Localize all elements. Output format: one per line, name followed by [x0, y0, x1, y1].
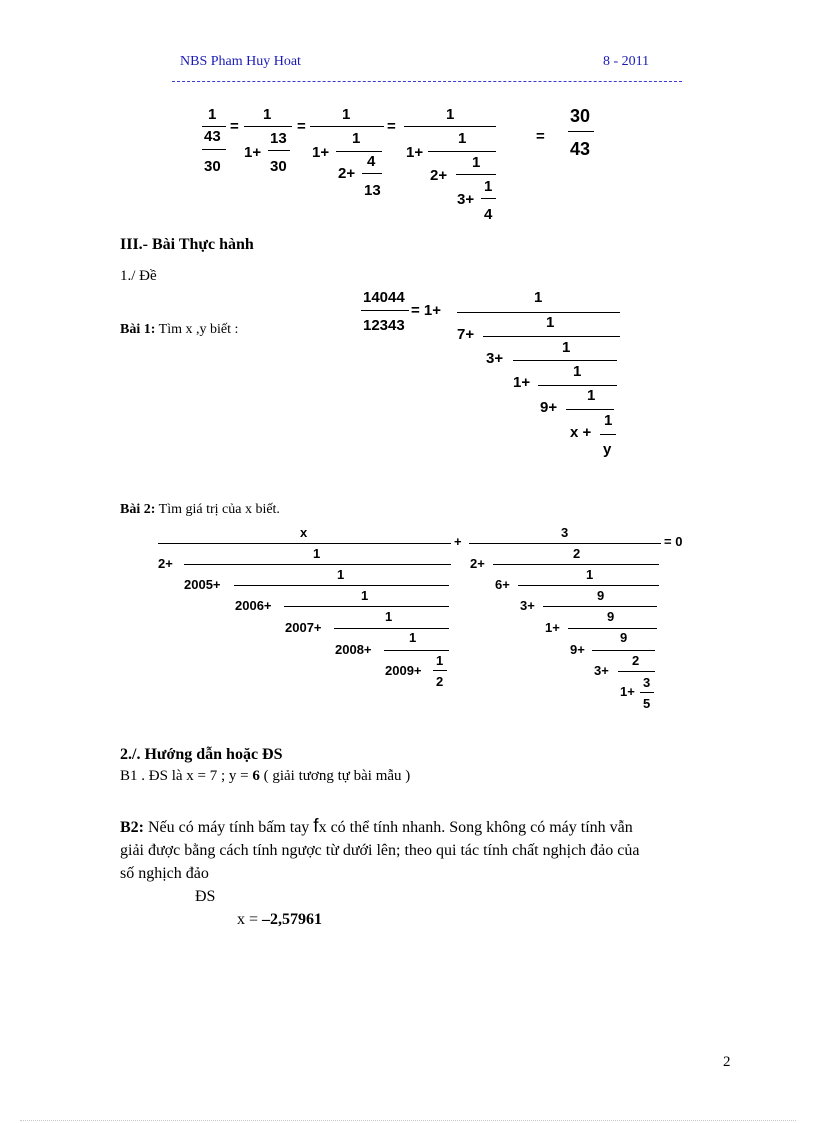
math-digit: 1: [546, 314, 555, 331]
fraction-bar: [336, 151, 382, 152]
math-op: 1+: [312, 144, 330, 161]
fraction-bar: [568, 628, 657, 629]
math-digit: 9: [597, 588, 605, 603]
math-digit: 9: [607, 609, 615, 624]
b2-text: Nếu có máy tính bấm tay: [144, 819, 314, 836]
bai2-text: Tìm giá trị của x biết.: [155, 502, 280, 517]
bai1-statement: [120, 322, 238, 338]
math-digit: 1: [352, 130, 361, 147]
math-digit: 12343: [363, 317, 405, 334]
b2-answer-value: –2,57961: [262, 911, 323, 928]
math-op: 3+: [457, 191, 475, 208]
math-op: 1+: [406, 144, 424, 161]
header-date: 8 - 2011: [603, 54, 650, 69]
math-digit: 1: [604, 412, 613, 429]
math-digit: 1: [208, 106, 217, 123]
fraction-bar: [268, 150, 290, 151]
b2-line-3: số nghịch đảo: [120, 865, 209, 882]
b1-label: B1 .: [120, 768, 146, 784]
b2-text-cont: x có thể tính nhanh. Song không có máy tính vẫn: [318, 819, 633, 836]
page-bottom-divider: [20, 1120, 796, 1121]
math-op: 2+: [470, 556, 485, 571]
math-op: =: [536, 128, 545, 145]
math-op: =: [387, 118, 396, 135]
fraction-bar: [493, 564, 659, 565]
math-digit: 1: [337, 567, 345, 582]
math-digit: 1: [446, 106, 455, 123]
bai2-statement: [120, 502, 280, 518]
math-digit: 5: [643, 696, 651, 711]
fraction-bar: [202, 149, 226, 150]
b1-note: ( giải tương tự bài mẫu ): [259, 768, 411, 784]
math-op: 2006+: [235, 598, 272, 613]
math-digit: 9: [620, 630, 628, 645]
fraction-bar: [481, 198, 496, 199]
fraction-bar: [518, 585, 659, 586]
fraction-bar: [433, 670, 447, 671]
math-op: +: [454, 534, 462, 549]
subsection-problems: 1./ Đề: [120, 268, 157, 284]
math-op: 1+: [244, 144, 262, 161]
math-op: 2+: [430, 167, 448, 184]
math-digit: 13: [270, 130, 287, 147]
b1-text: ĐS là x = 7 ; y =: [145, 768, 253, 784]
math-digit: 2: [436, 674, 444, 689]
result-numerator: 30: [570, 106, 591, 126]
fraction-bar: [428, 151, 496, 152]
math-digit: 1: [573, 363, 582, 380]
math-op: 2009+: [385, 663, 422, 678]
math-digit: 3: [643, 675, 651, 690]
math-digit: 3: [561, 525, 569, 540]
math-digit: 1: [313, 546, 321, 561]
fraction-bar: [483, 336, 620, 337]
math-op: 1+: [620, 684, 635, 699]
fraction-bar: [404, 126, 496, 127]
b2-ds-label: ĐS: [195, 888, 216, 905]
header-author: NBS Pham Huy Hoat: [180, 54, 301, 69]
math-digit: 1: [586, 567, 594, 582]
math-digit: 30: [204, 158, 221, 175]
math-digit: 4: [484, 206, 493, 223]
math-op: =: [297, 118, 306, 135]
math-digit: 4: [367, 153, 376, 170]
fraction-bar: [384, 650, 449, 651]
fraction-bar: [244, 126, 292, 127]
math-op: 9+: [540, 399, 558, 416]
math-op: = 1+: [411, 302, 442, 319]
fraction-bar: [543, 606, 657, 607]
math-op: 1+: [513, 374, 531, 391]
fraction-bar: [456, 174, 496, 175]
fraction-bar: [592, 650, 655, 651]
math-op: 6+: [495, 577, 510, 592]
math-digit: 1: [534, 289, 543, 306]
math-op: 9+: [570, 642, 585, 657]
fraction-bar: [513, 360, 617, 361]
math-op: x +: [570, 424, 592, 441]
math-digit: 43: [204, 128, 221, 145]
math-digit: 1: [458, 130, 467, 147]
math-digit: 1: [484, 178, 493, 195]
fraction-bar: [202, 126, 226, 127]
fraction-bar: [184, 564, 451, 565]
b2-answer: [237, 908, 322, 932]
fraction-bar: [618, 671, 655, 672]
result-denominator: 43: [570, 139, 591, 159]
fraction-bar: [158, 543, 451, 544]
math-op: 7+: [457, 326, 475, 343]
math-op: =: [230, 118, 239, 135]
math-digit: 2: [573, 546, 581, 561]
fraction-bar: [362, 173, 382, 174]
fraction-bar: [284, 606, 449, 607]
math-digit: 1: [385, 609, 393, 624]
math-op: 2+: [158, 556, 173, 571]
math-var-y: y: [603, 441, 612, 458]
math-digit: 1: [472, 154, 481, 171]
b2-line-2: giải được bằng cách tính ngược từ dưới lên; theo qui tác tính chất nghịch đảo của: [120, 842, 640, 859]
math-digit: 1: [562, 339, 571, 356]
fraction-bar: [334, 628, 449, 629]
fraction-bar: [469, 543, 661, 544]
fraction-bar: [234, 585, 449, 586]
math-op: 3+: [520, 598, 535, 613]
math-digit: 2: [632, 653, 640, 668]
math-op: = 0: [664, 534, 683, 549]
math-digit: 1: [342, 106, 351, 123]
fraction-bar: [310, 126, 384, 127]
math-digit: 1: [263, 106, 272, 123]
b2-label: B2:: [120, 819, 144, 836]
math-digit: 1: [361, 588, 369, 603]
math-op: 2005+: [184, 577, 221, 592]
math-digit: 1: [587, 387, 596, 404]
math-op: 3+: [486, 350, 504, 367]
math-digit: 30: [270, 158, 287, 175]
bai2-label: Bài 2:: [120, 502, 156, 517]
fx-symbol: f: [313, 816, 319, 837]
section-title-guide: 2./. Hướng dẫn hoặc ĐS: [120, 746, 283, 763]
fraction-bar: [538, 385, 617, 386]
math-digit: 14044: [363, 289, 405, 306]
b2-answer-prefix: x =: [237, 911, 263, 928]
bai1-label: Bài 1:: [120, 322, 156, 337]
math-op: 2008+: [335, 642, 372, 657]
header-divider: [172, 81, 682, 82]
page-number: 2: [723, 1054, 731, 1070]
b2-line-1: [120, 815, 633, 840]
math-digit: 1: [436, 653, 444, 668]
math-var-x: x: [300, 525, 308, 540]
math-digit: 13: [364, 182, 381, 199]
math-op: 1+: [545, 620, 560, 635]
fraction-bar: [640, 692, 654, 693]
fraction-bar: [568, 131, 594, 132]
b1-answer: [120, 768, 410, 785]
fraction-bar: [566, 409, 614, 410]
fraction-bar: [600, 434, 616, 435]
math-digit: 1: [409, 630, 417, 645]
bai1-text: Tìm x ,y biết :: [155, 322, 239, 337]
math-op: 3+: [594, 663, 609, 678]
math-op: 2+: [338, 165, 356, 182]
math-op: 2007+: [285, 620, 322, 635]
section-title-practice: III.- Bài Thực hành: [120, 236, 254, 253]
fraction-bar: [361, 310, 409, 311]
b1-y-value: 6: [252, 768, 260, 784]
fraction-bar: [457, 312, 620, 313]
